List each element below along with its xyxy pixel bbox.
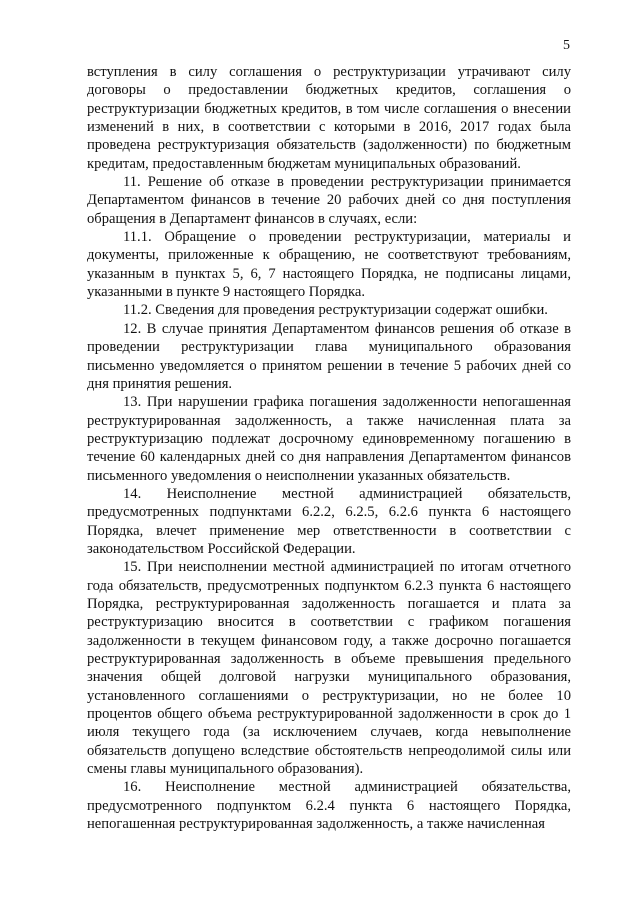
paragraph-12: 12. В случае принятия Департаментом финансов решения об отказе в проведении реструктуризации глава муниципального образования письменно уведомляется о принятом решении в течение 5 рабочих дней со дня принятия решения. [87, 320, 571, 392]
document-body [87, 63, 571, 833]
paragraph-11: 11. Решение об отказе в проведении реструктуризации принимается Департаментом финансов в течение 20 рабочих дней со дня поступления обращения в Департамент финансов в случаях, если: [87, 174, 571, 227]
paragraph-13: 13. При нарушении графика погашения задолженности непогашенная реструктурированная задолженность, а также начисленная плата за реструктуризацию подлежат досрочному единовременному погашению в течение 60 календарных дней со дня направления Департаментом финансов письменного уведомления о неисполнении указанных обязательств. [87, 394, 571, 484]
paragraph-16: 16. Неисполнение местной администрацией обязательства, предусмотренного подпунктом 6.2.4 пункта 6 настоящего Порядка, непогашенная реструктурированная задолженность, а также начисленная [87, 779, 571, 833]
paragraph-15: 15. При неисполнении местной администрацией по итогам отчетного года обязательств, предусмотренных подпунктом 6.2.3 пункта 6 настоящего Порядка, реструктурированная задолженность погашается и плата за реструктуризацию вносится в соответствии с графиком погашения задолженности в текущем финансовом году, а также досрочно погашается реструктурированная задолженность в объеме превышения предельного значения общей долговой нагрузки муниципального образования, установленного соглашениями о реструктуризации, но не более 10 процентов общего объема реструктурированной задолженности в срок до 1 июля текущего года (за исключением случаев, когда невыполнение обязательств допущено вследствие обстоятельств непреодолимой силы или смены главы муниципального образования). [87, 559, 571, 778]
paragraph-continuation: вступления в силу соглашения о реструктуризации утрачивают силу договоры о предоставлении бюджетных кредитов, соглашения о реструктуризации бюджетных кредитов, в том числе соглашения о внесении изменений в них, в соответствии с которыми в 2016, 2017 годах была проведена реструктуризация обязательств (задолженности) по бюджетным кредитам, предоставленным бюджетам муниципальных образований. [87, 64, 571, 172]
paragraph-14: 14. Неисполнение местной администрацией обязательств, предусмотренных подпунктами 6.2.2, 6.2.5, 6.2.6 пункта 6 настоящего Порядка, влечет применение мер ответственности в соответствии с законодательством Российской Федерации. [87, 485, 571, 557]
page-number: 5 [563, 38, 570, 53]
paragraph-11-1: 11.1. Обращение о проведении реструктуризации, материалы и документы, приложенные к обращению, не соответствуют требованиям, указанным в пунктах 5, 6, 7 настоящего Порядка, не подписаны лицами, указанными в пункте 9 настоящего Порядка. [87, 229, 571, 301]
paragraph-11-2: 11.2. Сведения для проведения реструктуризации содержат ошибки. [123, 302, 548, 319]
